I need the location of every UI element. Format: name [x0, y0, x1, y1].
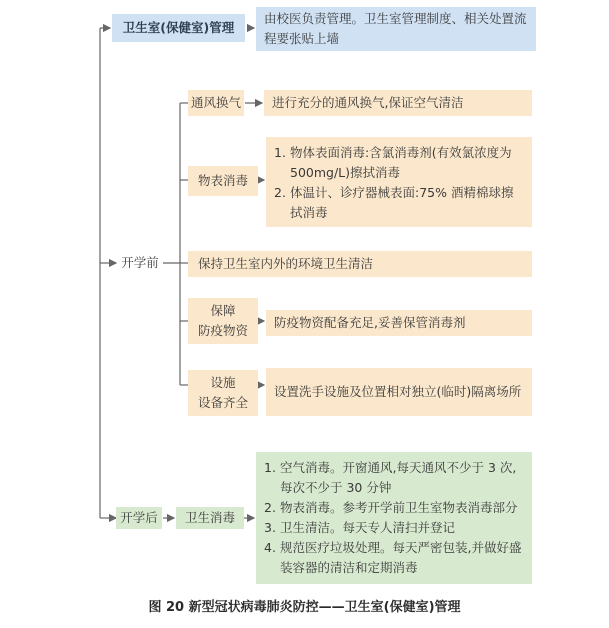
after-list-box	[256, 452, 532, 584]
ventilation-label: 通风换气	[188, 90, 244, 116]
epidemic-supplies-text: 防疫物资配备充足,妥善保管消毒剂	[266, 310, 532, 336]
after-label: 开学后	[116, 507, 162, 529]
surface-disinfection-list-box	[266, 137, 532, 227]
surface-disinfection-label: 物表消毒	[188, 166, 258, 196]
environment-cleaning-text: 保持卫生室内外的环境卫生清洁	[188, 251, 532, 277]
figure-caption: 图 20 新型冠状病毒肺炎防控——卫生室(保健室)管理	[148, 600, 461, 615]
list-item: 2. 体温计、诊疗器械表面:75% 酒精棉球擦拭消毒	[274, 185, 514, 220]
before-label: 开学前	[121, 255, 159, 270]
after-sub-label: 卫生消毒	[176, 507, 244, 529]
root-title-box: 卫生室(保健室)管理	[112, 14, 245, 42]
facilities-label: 设施 设备齐全	[188, 370, 258, 416]
list-item: 1. 空气消毒。开窗通风,每天通风不少于 3 次,每次不少于 30 分钟	[264, 460, 517, 495]
list-item: 4. 规范医疗垃圾处理。每天严密包装,并做好盛装容器的清洁和定期消毒	[264, 540, 522, 575]
list-item: 2. 物表消毒。参考开学前卫生室物表消毒部分	[264, 500, 518, 515]
root-description-box: 由校医负责管理。卫生室管理制度、相关处置流程要张贴上墙	[256, 7, 536, 51]
epidemic-supplies-label: 保障 防疫物资	[188, 298, 258, 344]
ventilation-text: 进行充分的通风换气,保证空气清洁	[264, 90, 532, 116]
list-item: 1. 物体表面消毒:含氯消毒剂(有效氯浓度为500mg/L)擦拭消毒	[274, 145, 512, 180]
list-item: 3. 卫生清洁。每天专人清扫并登记	[264, 520, 456, 535]
facilities-text: 设置洗手设施及位置相对独立(临时)隔离场所	[266, 368, 532, 416]
